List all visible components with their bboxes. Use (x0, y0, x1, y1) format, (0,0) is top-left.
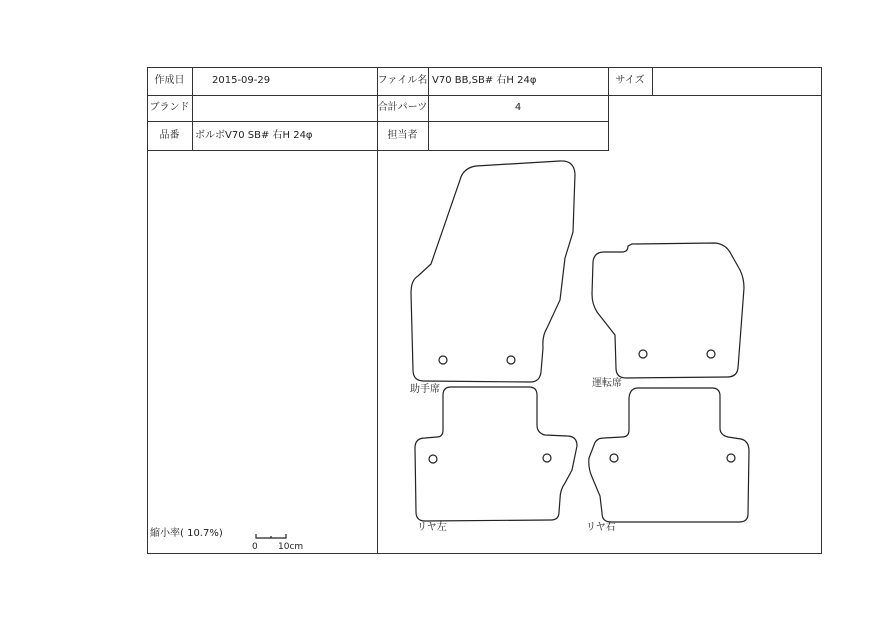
rear-left-mat-label: リヤ左 (417, 522, 447, 533)
rear-right-mat-hole (610, 454, 618, 462)
driver-mat-hole (639, 350, 647, 358)
parts-label: 合計パーツ (377, 102, 428, 113)
driver-mat-hole (707, 350, 715, 358)
scale-ratio-label: 縮小率( 10.7%) (150, 528, 223, 539)
staff-label: 担当者 (387, 130, 418, 141)
size-label: サイズ (615, 75, 645, 86)
rear-right-mat-outline (589, 388, 749, 522)
passenger-mat-hole (439, 356, 447, 364)
filename-value: V70 BB,SB# 右H 24φ (432, 75, 537, 86)
scale-tick-zero: 0 (252, 542, 258, 552)
driver-mat-outline (592, 243, 744, 378)
rear-right-mat-label: リヤ右 (586, 522, 616, 533)
product-label: 品番 (159, 130, 180, 141)
rear-left-mat-hole (543, 454, 551, 462)
created-value: 2015-09-29 (212, 75, 271, 86)
brand-label: ブランド (149, 102, 190, 113)
created-label: 作成日 (154, 75, 185, 86)
parts-value: 4 (514, 102, 522, 113)
driver-mat-label: 運転席 (592, 378, 622, 389)
passenger-mat-hole (507, 356, 515, 364)
rear-left-mat-outline (415, 387, 577, 521)
rear-left-mat-hole (429, 455, 437, 463)
rear-right-mat-hole (727, 454, 735, 462)
passenger-mat-label: 助手席 (410, 384, 440, 395)
product-value: ボルボV70 SB# 右H 24φ (195, 130, 313, 141)
scale-bar (256, 534, 286, 538)
passenger-mat-outline (411, 161, 575, 382)
filename-label: ファイル名 (377, 75, 428, 86)
scale-tick-ten: 10cm (278, 542, 304, 552)
